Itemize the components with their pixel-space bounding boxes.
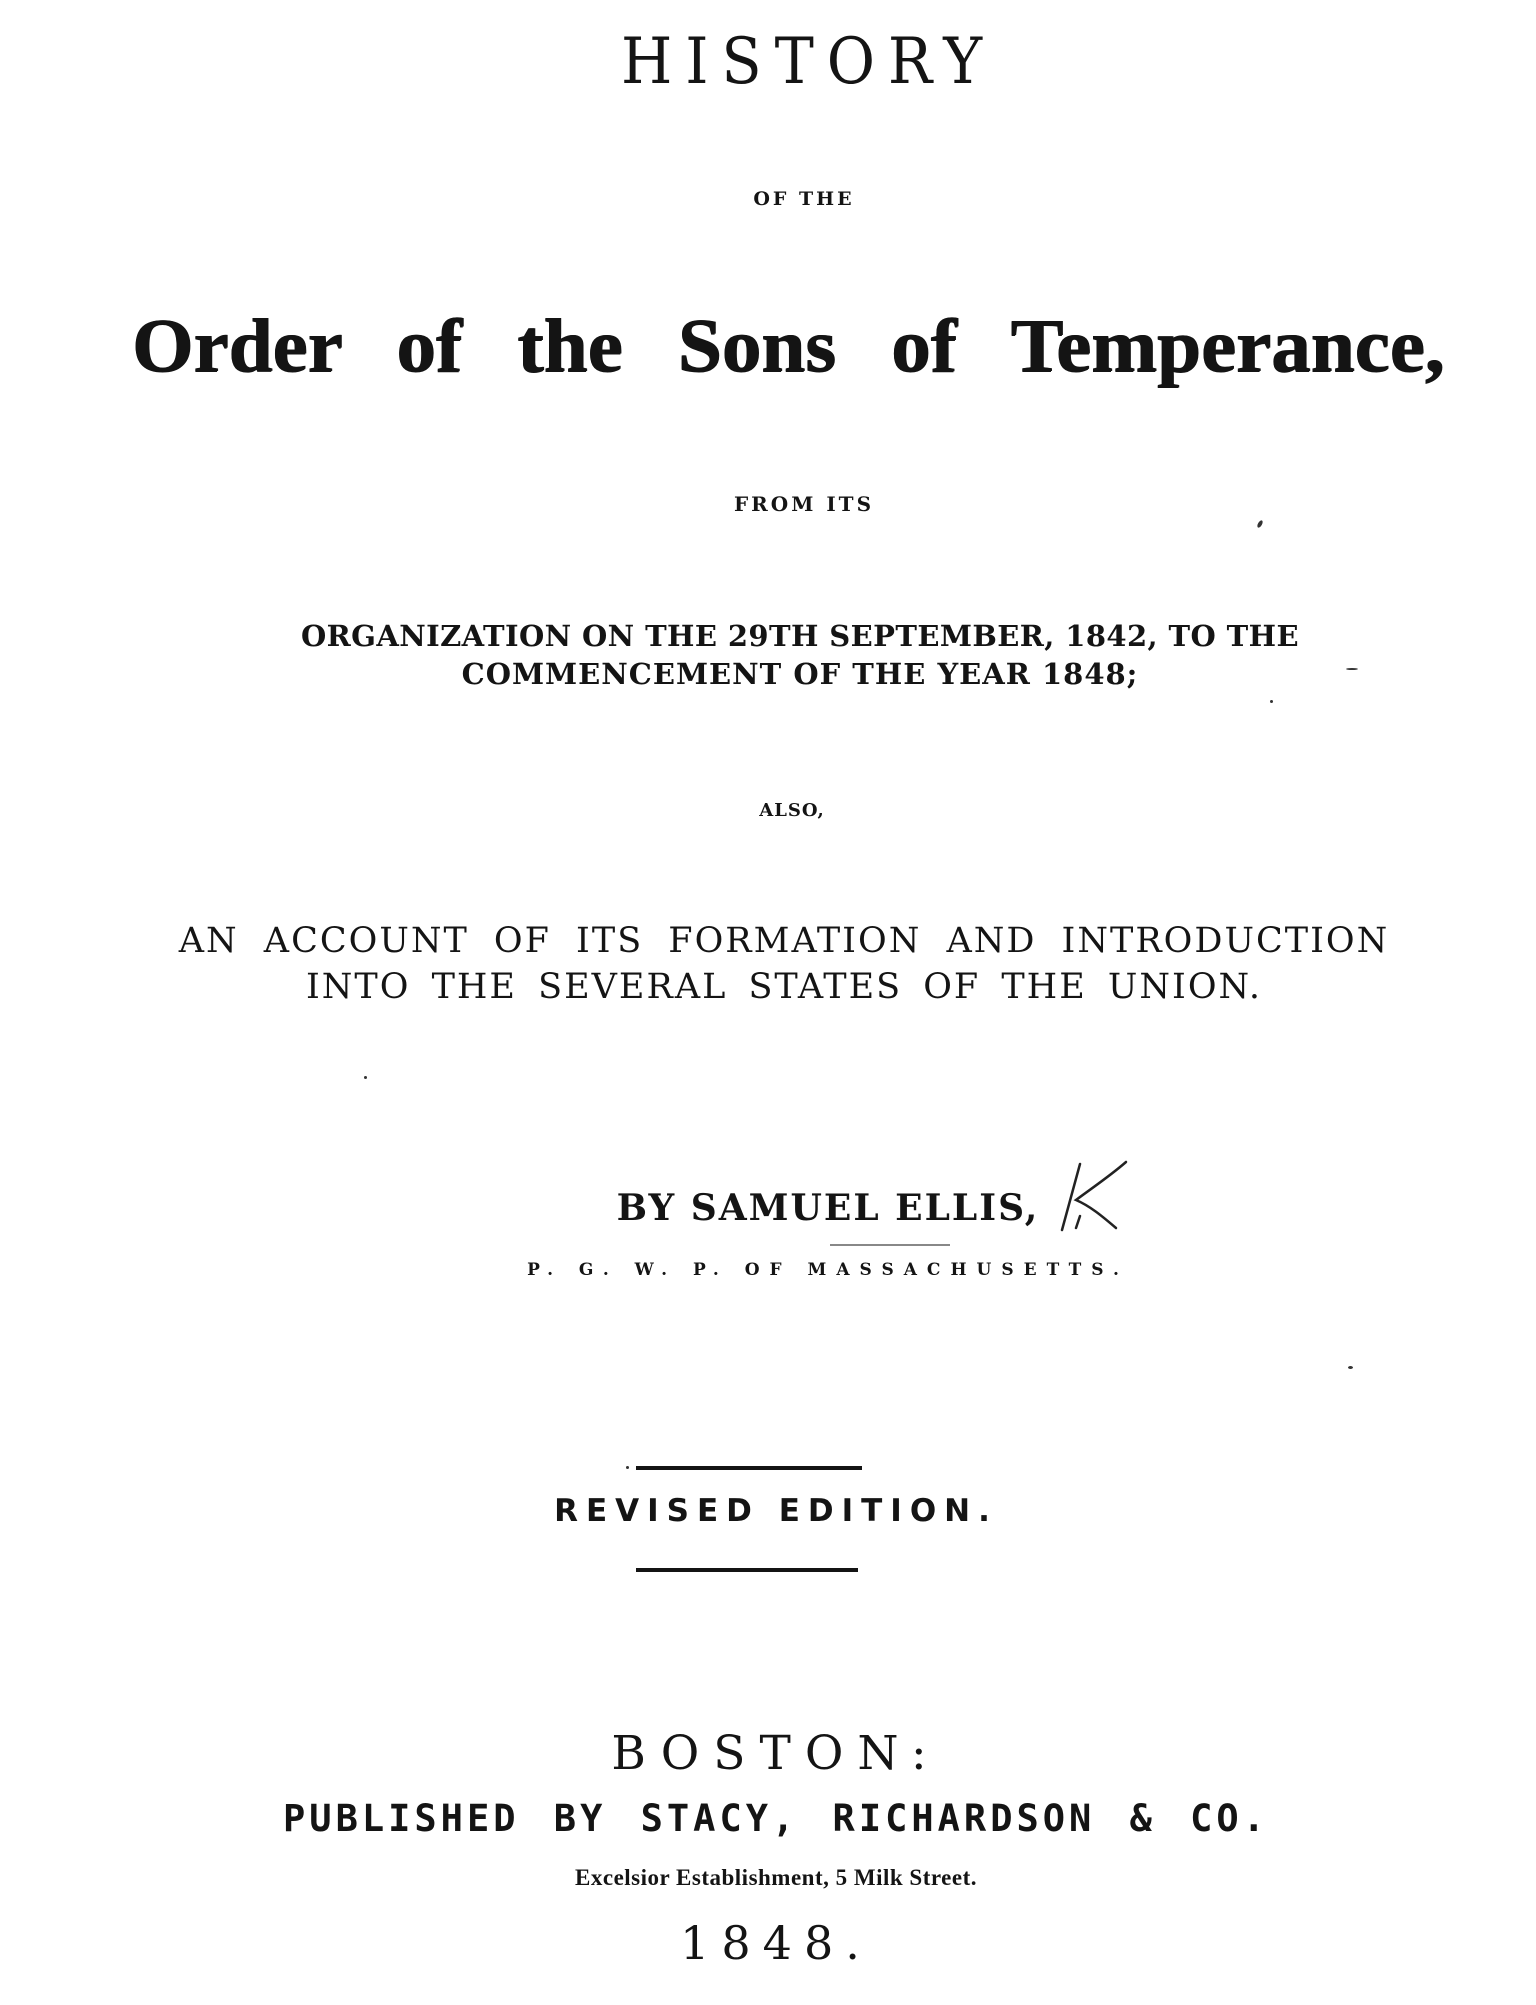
address-line: Excelsior Establishment, 5 Milk Street. [575,1865,977,1890]
account-line-1: AN ACCOUNT OF ITS FORMATION AND INTRODUCTION [178,921,1390,961]
scan-speck [1346,668,1358,670]
scan-speck [1270,700,1273,703]
handwritten-k-mark [1050,1158,1150,1238]
heading-history: HISTORY [620,25,996,99]
faint-underline [830,1244,950,1246]
scan-speck [1256,520,1263,529]
publisher-line: PUBLISHED BY STACY, RICHARDSON & CO. [283,1797,1269,1840]
scan-speck [364,1076,367,1079]
main-title: Order of the Sons of Temperance, [131,304,1445,388]
scan-speck [1348,1366,1353,1369]
scan-speck [626,1466,629,1469]
also-line: ALSO, [759,800,825,821]
year-line: 1848. [680,1916,872,1970]
from-its-line: FROM ITS [733,492,875,516]
author-line: BY SAMUEL ELLIS, [616,1187,1040,1229]
edition-line: REVISED EDITION. [554,1493,998,1529]
organization-line-2: COMMENCEMENT OF THE YEAR 1848; [461,657,1139,691]
rule-bottom [636,1568,858,1572]
organization-line-1: ORGANIZATION ON THE 29TH SEPTEMBER, 1842, TO THE [301,619,1299,653]
author-title-line: P. G. W. P. OF MASSACHUSETTS. [527,1260,1129,1280]
city-line: BOSTON: [611,1726,941,1781]
account-line-2: INTO THE SEVERAL STATES OF THE UNION. [305,967,1263,1007]
of-the-line: OF THE [753,188,855,210]
rule-top [636,1466,862,1470]
